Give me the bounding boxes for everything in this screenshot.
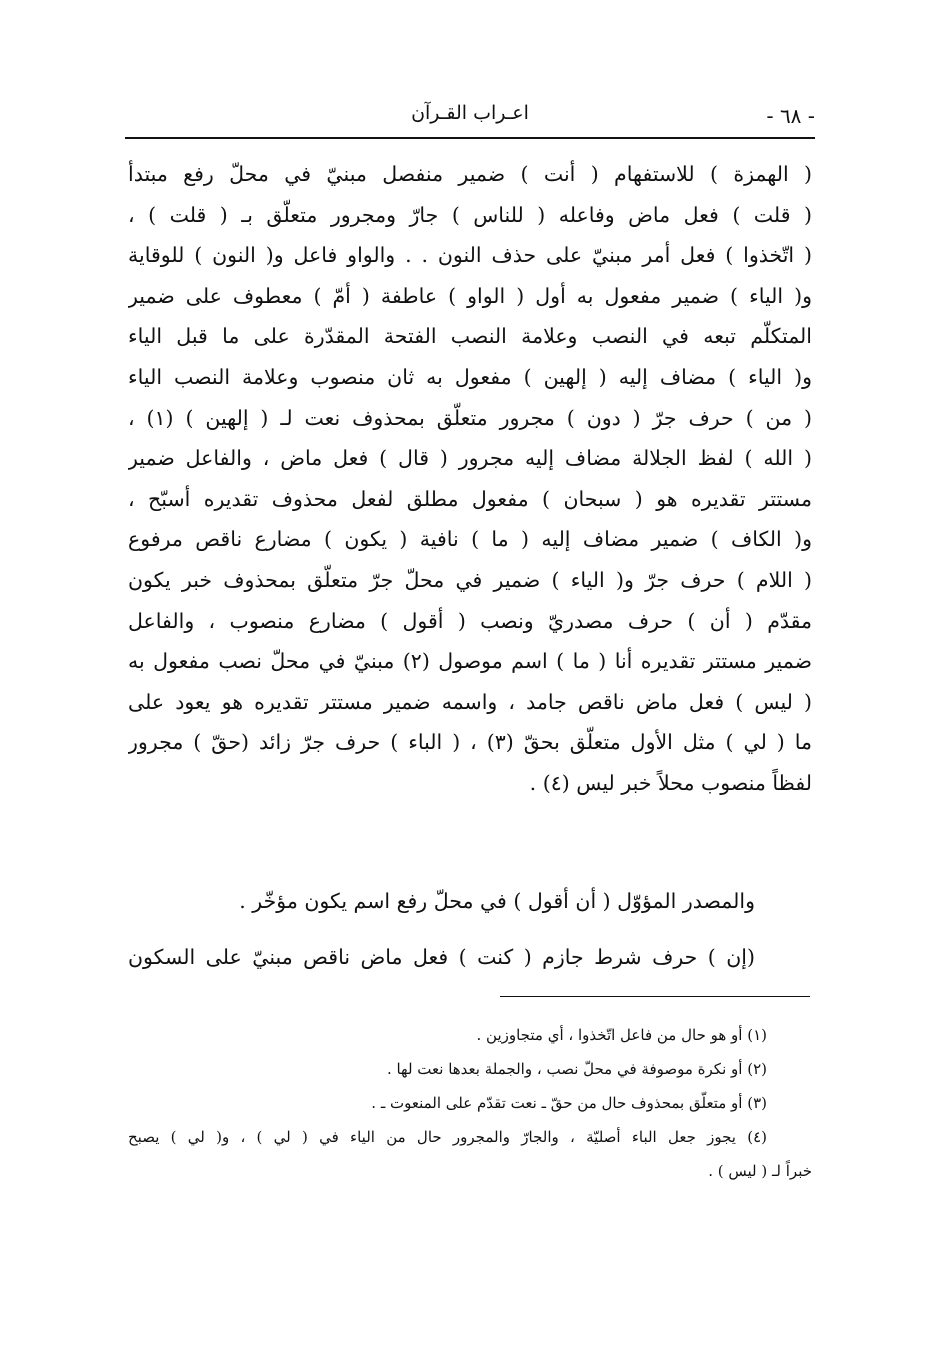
text-line: ضمير مستتر تقديره أنا ( ما ) اسم موصول (٢) مبنيّ في محلّ نصب مفعول به (128, 649, 812, 674)
text-line: ( اتّخذوا ) فعل أمر مبنيّ على حذف النون . . والواو فاعل و( النون ) للوقاية (128, 243, 812, 268)
text-line: ( ليس ) فعل ماض ناقص جامد ، واسمه ضمير مستتر تقديره هو يعود على (128, 689, 812, 714)
text-line: ما ( لي ) مثل الأول متعلّق بحقّ (٣) ، ( الباء ) حرف جرّ زائد (حقّ ) مجرور (128, 730, 812, 755)
footnote-continuation: خبراً لـ ( ليس ) . (708, 1162, 812, 1180)
text-line: مقدّم ( أن ) حرف مصدريّ ونصب ( أقول ) مضارع منصوب ، والفاعل (128, 608, 812, 633)
text-line: و( الكاف ) ضمير مضاف إليه ( ما ) نافية ( يكون ) مضارع ناقص مرفوع (128, 527, 812, 552)
text-line: لفظاً منصوب محلاً خبر ليس (٤) . (529, 770, 812, 795)
footnote: (٣) أو متعلّق بمحذوف حال من حقّ ـ نعت تقدّم على المنعوت ـ . (371, 1094, 767, 1112)
text-line: ( من ) حرف جرّ ( دون ) مجرور متعلّق بمحذوف نعت لـ ( إلهين ) (١) ، (128, 405, 812, 430)
running-title: اعـراب القـرآن (411, 102, 529, 124)
footnotes (128, 1018, 812, 1188)
page-header (125, 96, 815, 130)
footnote: (١) أو هو حال من فاعل اتّخذوا ، أي متجاوزين . (476, 1026, 767, 1044)
text-line: مستتر تقديره هو ( سبحان ) مفعول مطلق لفعل محذوف تقديره أسبّح ، (128, 486, 812, 511)
footnote: (٢) أو نكرة موصوفة في محلّ نصب ، والجملة بعدها نعت لها . (386, 1060, 767, 1078)
main-text-block (128, 154, 812, 804)
page-number: - ٦٨ - (766, 104, 815, 128)
text-line: المتكلّم تبعه في النصب وعلامة النصب الفتحة المقدّرة على ما قبل الياء (128, 324, 812, 349)
text-line: و( الياء ) مضاف إليه ( إلهين ) مفعول به ثان منصوب وعلامة النصب الياء (128, 364, 812, 389)
text-line: ( الهمزة ) للاستفهام ( أنت ) ضمير منفصل مبنيّ في محلّ رفع مبتدأ (128, 162, 812, 186)
text-line: ( اللام ) حرف جرّ و( الياء ) ضمير في محلّ جرّ متعلّق بمحذوف خبر يكون (128, 567, 812, 592)
footnote: (٤) يجوز جعل الباء أصليّة ، والجارّ والمجرور حال من الياء في ( لي ) ، و( لي ) يصبح (128, 1128, 767, 1146)
text-line: و( الياء ) ضمير مفعول به أول ( الواو ) عاطفة ( أمّ ) معطوف على ضمير (128, 283, 812, 308)
footnote-separator (500, 996, 810, 997)
paragraph: والمصدر المؤوّل ( أن أقول ) في محلّ رفع اسم يكون مؤخّر . (239, 889, 755, 913)
paragraph: (إن ) حرف شرط جازم ( كنت ) فعل ماض ناقص مبنيّ على السكون (128, 945, 755, 969)
header-rule (125, 137, 815, 139)
text-line: ( قلت ) فعل ماض وفاعله ( للناس ) جارّ ومجرور متعلّق بـ ( قلت ) ، (128, 202, 812, 227)
text-line: ( الله ) لفظ الجلالة مضاف إليه مجرور ( قال ) فعل ماض ، والفاعل ضمير (128, 446, 812, 471)
